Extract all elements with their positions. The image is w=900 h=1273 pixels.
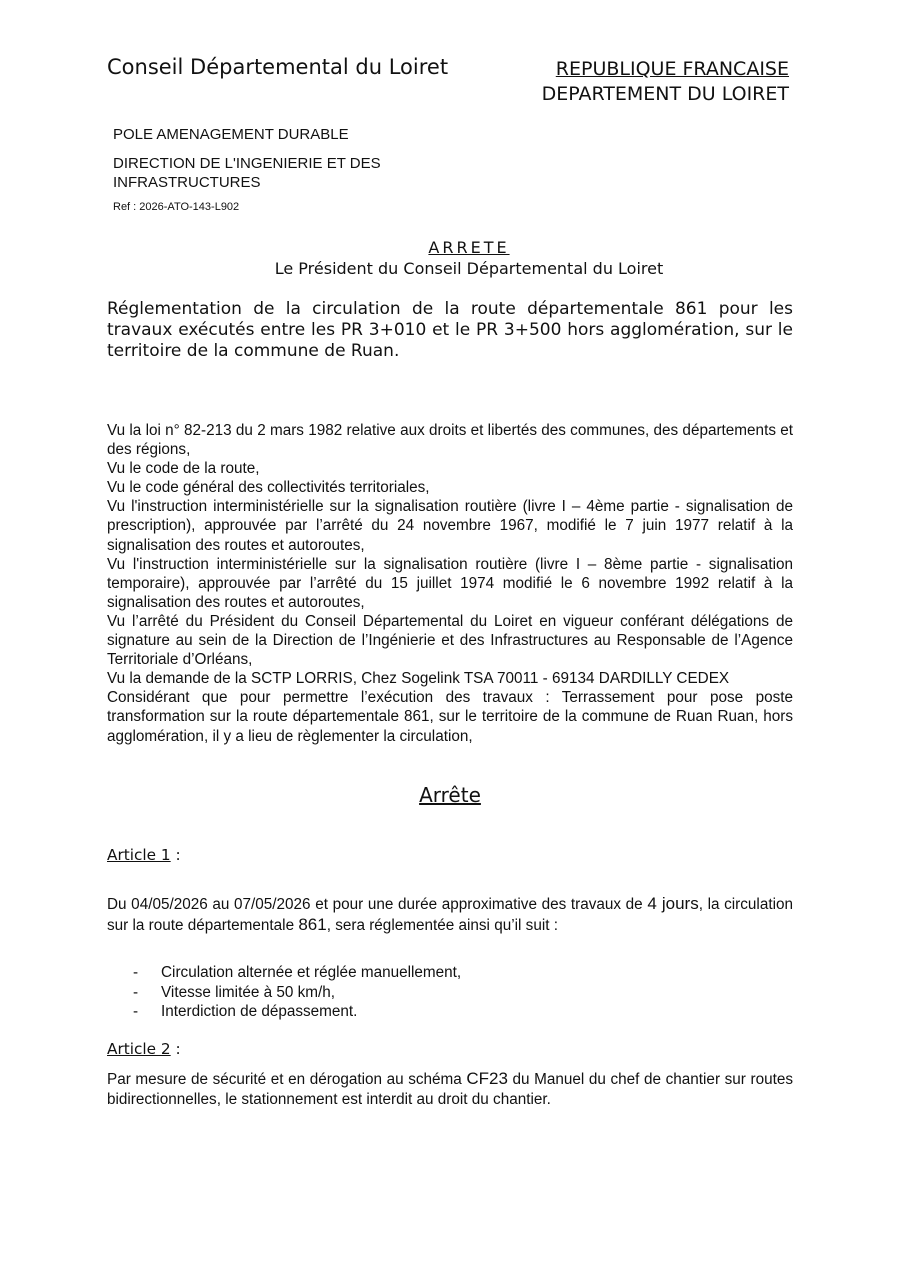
- article-1-text: , la circulation sur la route départementale: [107, 896, 793, 934]
- consideration-item: Vu la loi n° 82-213 du 2 mars 1982 relative aux droits et libertés des communes, des départements et des régions,: [107, 422, 793, 459]
- dash-bullet: -: [133, 964, 139, 981]
- article-1-label: Article 1: [107, 846, 171, 864]
- article-2-body: [107, 1069, 793, 1109]
- reference-number: Ref : 2026-ATO-143-L902: [113, 201, 240, 213]
- article-1-text: , sera réglementée ainsi qu’il suit :: [326, 916, 558, 934]
- decision-title: Arrête: [419, 783, 481, 807]
- republic-label: REPUBLIQUE FRANCAISE: [555, 58, 789, 80]
- article-2-label: Article 2: [107, 1040, 171, 1058]
- considerations-list: [107, 421, 793, 746]
- consideration-item: Vu le code de la route,: [107, 460, 260, 478]
- arrete-heading: ARRETE: [428, 238, 510, 257]
- organization-title: Conseil Départemental du Loiret: [107, 55, 449, 79]
- article-2-heading: [107, 1040, 181, 1058]
- article-2-text: du Manuel du chef de chantier sur routes bidirectionnelles, le stationnement est interdit au droit du chantier.: [107, 1071, 793, 1108]
- measure-text: Circulation alternée et réglée manuellement,: [161, 964, 462, 981]
- subject-paragraph: Réglementation de la circulation de la route départementale 861 pour les travaux exécutés entre les PR 3+010 et le PR 3+500 hors agglomération, sur le territoire de la commune de Ruan.: [107, 299, 793, 361]
- measures-list: [107, 963, 461, 1022]
- consideration-item: Vu le code général des collectivités territoriales,: [107, 479, 430, 497]
- scheme-code: CF23: [466, 1069, 508, 1088]
- measure-item: [107, 963, 461, 983]
- pole-label: POLE AMENAGEMENT DURABLE: [113, 126, 349, 143]
- consideration-item: Vu l’arrêté du Président du Conseil Départemental du Loiret en vigueur conférant délégations de signature au sein de la Direction de l’Ingénierie et des Infrastructures au Responsable de l’Agence Territoriale d’Orléans,: [107, 612, 793, 669]
- measure-item: [107, 983, 461, 1003]
- road-number: 861: [298, 914, 327, 934]
- consideration-item: Vu l'instruction interministérielle sur la signalisation routière (livre I – 8ème partie - signalisation temporaire), approuvée par l’arrêté du 15 juillet 1974 modifié le 6 novembre 1992 relatif à la signalisation des routes et autoroutes,: [107, 555, 793, 611]
- consideration-item: Vu l'instruction interministérielle sur la signalisation routière (livre I – 4ème partie - signalisation de prescription), approuvée par l’arrêté du 24 novembre 1967, modifié le 7 juin 1977 relatif à la signalisation des routes et autoroutes,: [107, 498, 793, 554]
- measure-text: Interdiction de dépassement.: [161, 1003, 358, 1020]
- dash-bullet: -: [133, 983, 139, 1001]
- consideration-item: Considérant que pour permettre l’exécution des travaux : Terrassement pour pose poste transformation sur la route départementale 861, sur le territoire de la commune de Ruan Ruan, hors agglomération, il y a lieu de règlementer la circulation,: [107, 689, 793, 745]
- direction-label: DIRECTION DE L'INGENIERIE ET DES INFRASTRUCTURES: [113, 155, 381, 191]
- measure-item: [107, 1002, 461, 1022]
- department-label: DEPARTEMENT DU LOIRET: [541, 83, 789, 105]
- article-1-colon: :: [170, 846, 181, 864]
- president-line: Le Président du Conseil Départemental du Loiret: [274, 259, 664, 278]
- dash-bullet: -: [133, 1003, 139, 1020]
- article-1-body: [107, 894, 793, 935]
- republic-block: [542, 57, 789, 107]
- article-2-colon: :: [170, 1040, 181, 1058]
- article-2-text: Par mesure de sécurité et en dérogation au schéma: [107, 1071, 467, 1088]
- consideration-item: Vu la demande de la SCTP LORRIS, Chez Sogelink TSA 70011 - 69134 DARDILLY CEDEX: [107, 670, 730, 688]
- works-duration: 4 jours: [647, 894, 699, 913]
- article-1-text: Du 04/05/2026 au 07/05/2026 et pour une durée approximative des travaux de: [107, 896, 648, 913]
- article-1-heading: [107, 846, 181, 864]
- measure-text: Vitesse limitée à 50 km/h,: [161, 983, 336, 1001]
